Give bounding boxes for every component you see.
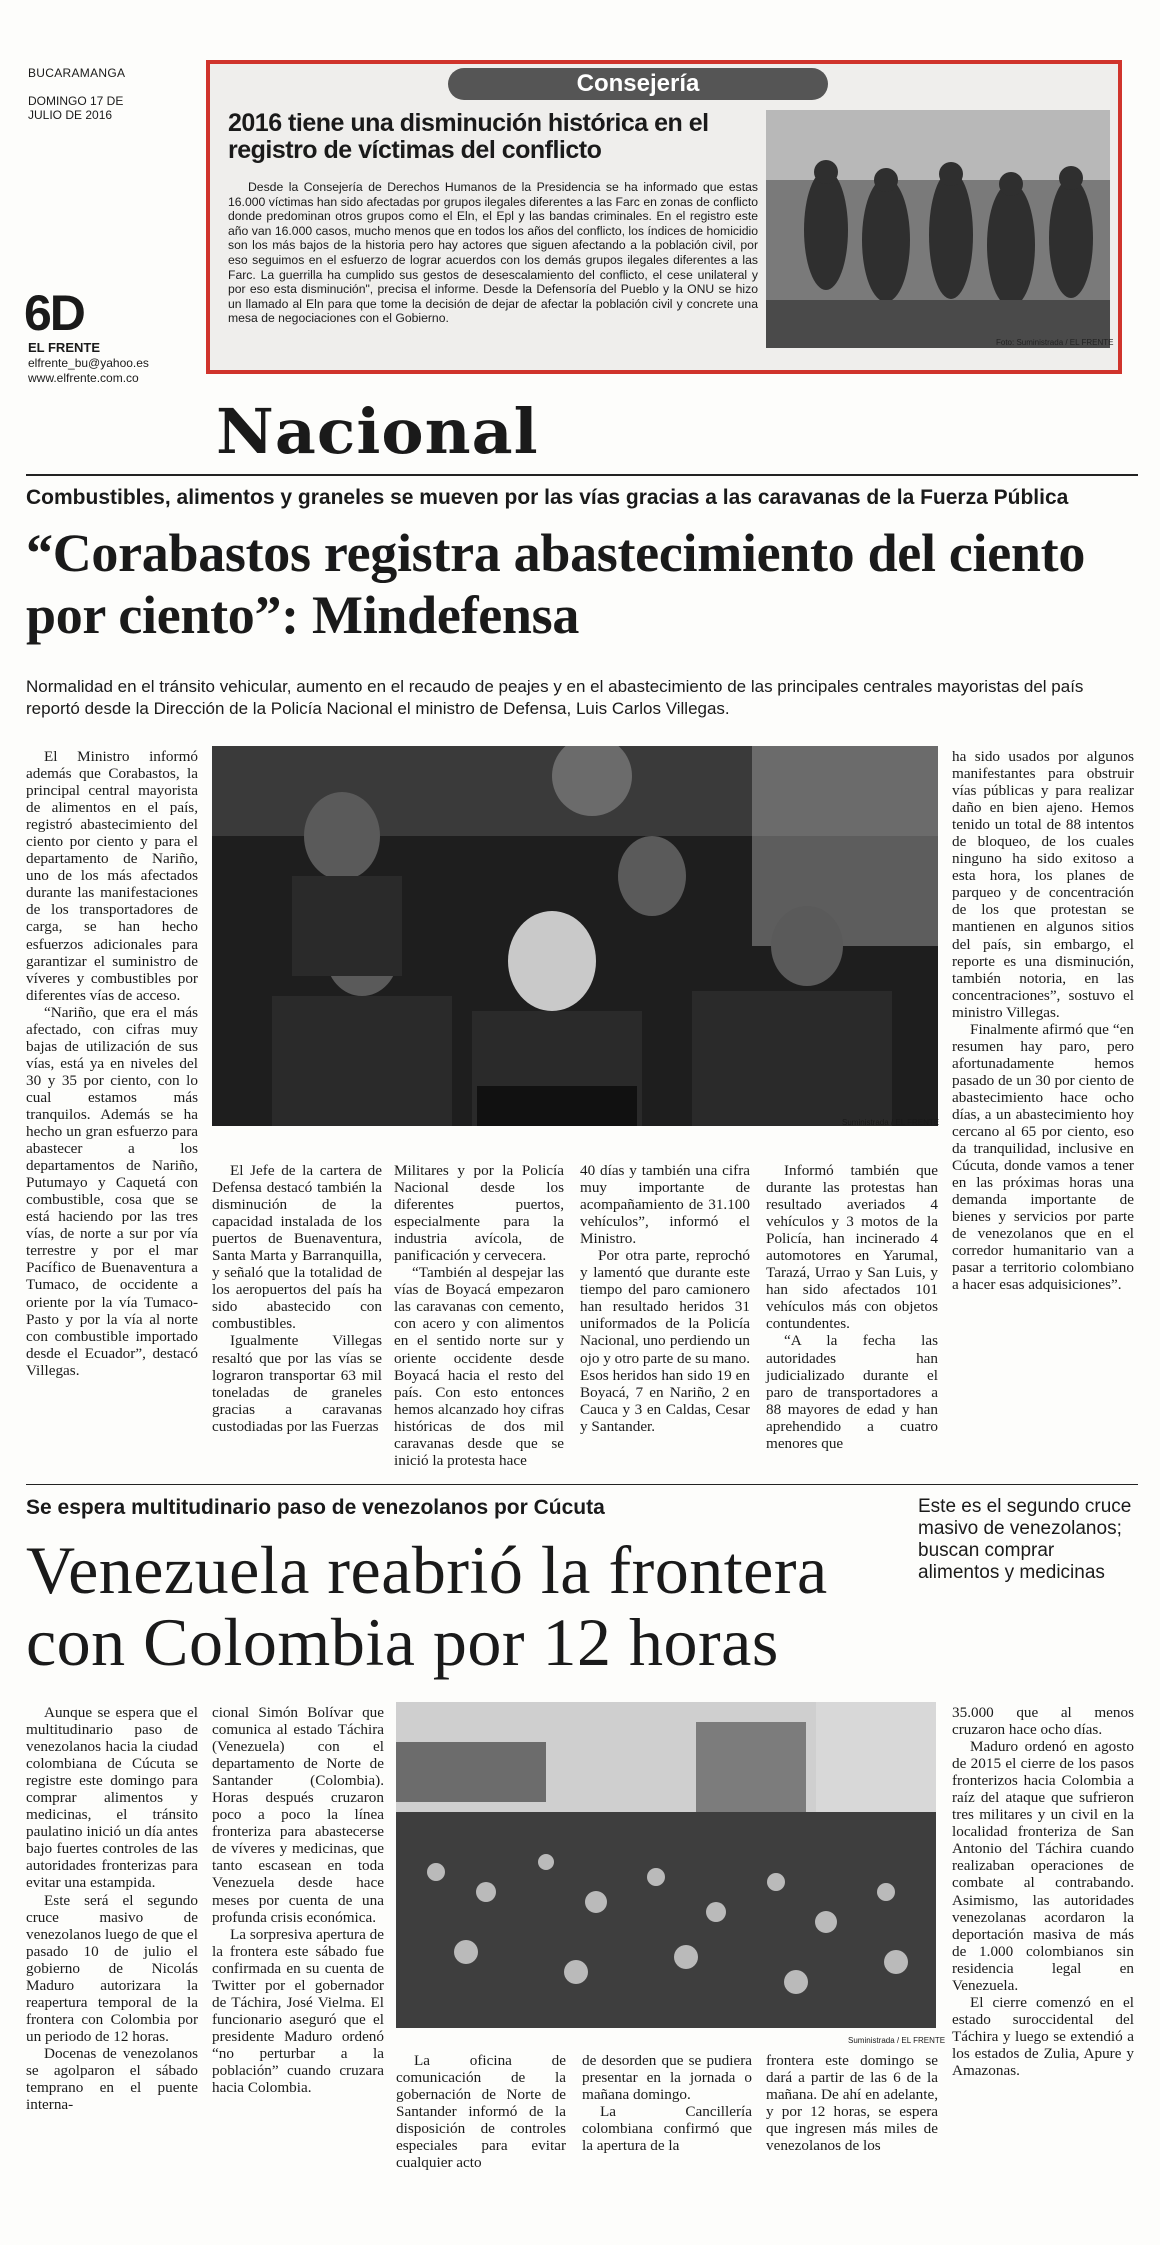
paragraph: Informó también que durante las protestas han resultado averiados 4 vehículos y 3 motos de la Policía, han incinerado 4 automotores en Yarumal, Tarazá, Urrao y San Luis, y han sido afectados 101 vehículos más con objetos contundentes. [766, 1162, 938, 1333]
paragraph: 35.000 que al menos cruzaron hace ocho días. [952, 1704, 1134, 1739]
article1-col6 [952, 748, 1134, 1294]
consejeria-body: Desde la Consejería de Derechos Humanos de la Presidencia se ha informado que estas 16.000 víctimas han sido afectadas por grupos ilegales diferentes a las Farc en zonas de conflicto donde predominan otros grupos como el Eln, el Epl y las bandas criminales. En el registro este año van 16.000 casos, mucho menos que en todos los años del conflicto, los índices de homicidio son los más bajos de la historia pero hay actores que siguen afectando a la población civil, por eso seguimos en el esfuerzo de lograr acuerdos con los demás grupos ilegales diferentes a las Farc. La guerrilla ha cumplido sus gestos de desescalamiento del conflicto, el cese unilateral y por eso esta disminución", precisa el informe. Desde la Defensoría del Pueblo y la ONU se hizo un llamado al Eln para que tome la decisión de dejar de afectar la población civil y concrete una mesa de negociaciones con el Gobierno. [228, 180, 758, 326]
article2-deck: Este es el segundo cruce masivo de venezolanos; buscan comprar alimentos y medicinas [918, 1496, 1132, 1583]
article-divider [26, 1484, 1138, 1485]
soldiers-photo [766, 110, 1110, 348]
article1-kicker: Combustibles, alimentos y graneles se mueven por las vías gracias a las caravanas de la Fuerza Pública [26, 486, 1069, 509]
page-number: 6D [24, 285, 84, 341]
minister-press-photo-art [212, 746, 938, 1126]
border-crowd-photo-art [396, 1702, 936, 2028]
article1-col2 [212, 1162, 382, 1435]
section-rule [26, 474, 1138, 476]
paragraph: Finalmente afirmó que “en resumen hay paro, pero afortunadamente hemos pasado de un 30 por ciento de abastecimiento hace ocho días, a un abastecimiento hoy cercano al 65 por ciento, eso da tranquilidad, inclusive en Cúcuta, donde vamos a tener en las próximas horas una demanda importante de bienes y servicios por parte de venezolanos que en el corredor humanitario van a pasar a territorio colombiano a hacer esas adquisiciones”. [952, 1020, 1134, 1294]
paragraph: cional Simón Bolívar que comunica al estado Táchira (Venezuela) con el departamento de Norte de Santander (Colombia). Horas después cruzaron poco a poco la línea fronteriza para abastecerse de víveres y medicinas, que tanto escasean en toda Venezuela desde hace meses por cuenta de una profunda crisis económica. [212, 1704, 384, 1926]
soldiers-photo-art [766, 110, 1110, 348]
article2-col5 [766, 2052, 938, 2154]
newspaper-name: EL FRENTE [28, 340, 100, 355]
paragraph: ha sido usados por algunos manifestantes para obstruir vías públicas y para realizar daño en bien ajeno. Hemos tenido un total de 88 intentos de bloqueo, de los cuales ninguno ha sido exitoso a esta hora, los planes de parqueo y de concentración de los que protestan se mantienen en algunos sitios del país, sin embargo, el reporte es una disminución, también notoria, en las concentraciones”, sostuvo el ministro Villegas. [952, 748, 1134, 1021]
consejeria-label: Consejería [448, 68, 828, 100]
issue-date: DOMINGO 17 DE JULIO DE 2016 [28, 94, 124, 122]
contact-email[interactable]: elfrente_bu@yahoo.es [28, 356, 149, 370]
article2-photo-credit: Suministrada / EL FRENTE [848, 2036, 946, 2045]
article1-col4 [580, 1162, 750, 1435]
paragraph: La sorpresiva apertura de la frontera este sábado fue confirmada en su cuenta de Twitter por el gobernador de Táchira, José Vielma. El funcionario aseguró que el presidente Maduro ordenó “no perturbar a la población” cuando cruzara hacia Colombia. [212, 1925, 384, 2097]
paragraph: El Jefe de la cartera de Defensa destacó también la disminución de la capacidad instalada de los puertos de Buenaventura, Santa Marta y Barranquilla, y señaló que la totalidad de los aeropuertos del país ha sido abastecido con combustibles. [212, 1162, 382, 1333]
paragraph: frontera este domingo se dará a partir de las 6 de la mañana. De ahí en adelante, y por 12 horas, se espera que ingresen más miles de venezolanos de los [766, 2052, 938, 2155]
paragraph: Aunque se espera que el multitudinario paso de venezolanos hacia la ciudad colombiana de Cúcuta se registre este domingo para comprar alimentos y medicinas, el tránsito paulatino inició un día antes bajo fuertes controles de las autoridades fronterizas para evitar una estampida. [26, 1704, 198, 1892]
paragraph: Docenas de venezolanos se agolparon el sábado temprano en el puente interna- [26, 2044, 198, 2114]
article2-col1 [26, 1704, 198, 2113]
paragraph: Igualmente Villegas resaltó que por las vías se lograron transportar 63 mil toneladas de graneles gracias a caravanas custodiadas por las Fuerzas [212, 1332, 382, 1435]
paragraph: Maduro ordenó en agosto de 2015 el cierre de los pasos fronterizos hacia Colombia a raíz del ataque que sufrieron tres militares y un civil en la localidad fronteriza de San Antonio del Táchira cuando realizaban operaciones de combate al contrabando. Asimismo, las autoridades venezolanas acordaron la deportación masiva de más de 1.000 colombianos sin residencia legal en Venezuela. [952, 1738, 1134, 1994]
paragraph: de desorden que se pudiera presentar en la jornada o mañana domingo. [582, 2052, 752, 2104]
paragraph: El cierre comenzó en el estado suroccidental del Táchira y luego se extendió a los estados de Zulia, Apure y Amazonas. [952, 1993, 1134, 2079]
paragraph: La oficina de comunicación de la gobernación de Norte de Santander informó de la disposición de controles especiales para evitar cualquier acto [396, 2052, 566, 2172]
contact-info [28, 356, 149, 386]
minister-press-photo [212, 746, 938, 1126]
article1-col1 [26, 748, 198, 1379]
article1-col5 [766, 1162, 938, 1452]
paragraph: 40 días y también una cifra muy importante de acompañamiento de 31.100 vehículos”, informó el Ministro. [580, 1162, 750, 1248]
paragraph: “Nariño, que era el más afectado, con cifras muy bajas de utilización de sus vías, está ya en niveles del 30 y 35 por ciento, con lo cual estamos más tranquilos. Además se ha hecho un gran esfuerzo para abastecer a los departamentos de Nariño, Putumayo y Caquetá con combustible, cosa que se está haciendo por las tres vías, de norte a sur por vía terrestre y por el mar Pacífico de Buenaventura a Tumaco, de occidente a oriente por la vía Tumaco-Pasto y por la vía al norte con combustible importado desde el Ecuador”, destacó Villegas. [26, 1003, 198, 1379]
consejeria-photo-credit: Foto: Suministrada / EL FRENTE [996, 338, 1114, 347]
article1-photo-credit: Suministrada / EL FRENTE [842, 1118, 940, 1127]
article2-col4 [582, 2052, 752, 2154]
section-title: Nacional [216, 395, 539, 468]
article1-headline: “Corabastos registra abastecimiento del ciento por ciento”: Mindefensa [26, 523, 1086, 645]
contact-website[interactable]: www.elfrente.com.co [28, 371, 139, 385]
paragraph: La Cancillería colombiana confirmó que la apertura de la [582, 2103, 752, 2155]
consejeria-title: 2016 tiene una disminución histórica en el registro de víctimas del conflicto [228, 109, 709, 164]
article2-col2 [212, 1704, 384, 2096]
article2-col3 [396, 2052, 566, 2171]
paragraph: “A la fecha las autoridades han judicializado durante el paro de transportadores a 88 mayores de edad y han aprehendido a cuatro menores que [766, 1332, 938, 1452]
article2-kicker: Se espera multitudinario paso de venezolanos por Cúcuta [26, 1496, 605, 1519]
article1-deck: Normalidad en el tránsito vehicular, aumento en el recaudo de peajes y en el abastecimiento de las principales centrales mayoristas del país reportó desde la Dirección de la Policía Nacional el ministro de Defensa, Luis Carlos Villegas. [26, 677, 1084, 718]
paragraph: Por otra parte, reprochó y lamentó que durante este tiempo del paro camionero han resultado heridos 31 uniformados de la Policía Nacional, uno perdiendo un ojo y otro parte de su mano. Esos heridos han sido 19 en Boyacá, 7 en Nariño, 2 en Cauca y 3 en Caldas, Cesar y Santander. [580, 1247, 750, 1435]
city-label: BUCARAMANGA [28, 66, 126, 80]
border-crowd-photo [396, 1702, 936, 2028]
article2-col6 [952, 1704, 1134, 2079]
paragraph: Militares y por la Policía Nacional desde los diferentes puertos, especialmente para la industria avícola, de panificación y cervecera. [394, 1162, 564, 1265]
paragraph: “También al despejar las vías de Boyacá empezaron las caravanas con cemento, con acero y con alimentos en el sentido norte sur y oriente occidente desde Boyacá hacia el resto del país. Con esto entonces hemos alcanzado hoy cifras históricas de dos mil caravanas desde que se inició la protesta hace [394, 1264, 564, 1469]
paragraph: El Ministro informó además que Corabastos, la principal central mayorista de alimentos en el país, registró abastecimiento del ciento por ciento y para el departamento de Nariño, uno de los más afectados durante las manifestaciones de los transportadores de carga, se han hecho esfuerzos adicionales para garantizar el suministro de víveres y combustibles por diferentes vías de acceso. [26, 748, 198, 1004]
paragraph: Este será el segundo cruce masivo de venezolanos luego de que el pasado 10 de julio el gobierno de Nicolás Maduro autorizara la reapertura temporal de la frontera con Colombia por un periodo de 12 horas. [26, 1891, 198, 2045]
article1-col3 [394, 1162, 564, 1469]
article2-headline: Venezuela reabrió la frontera con Colombia por 12 horas [26, 1532, 828, 1680]
